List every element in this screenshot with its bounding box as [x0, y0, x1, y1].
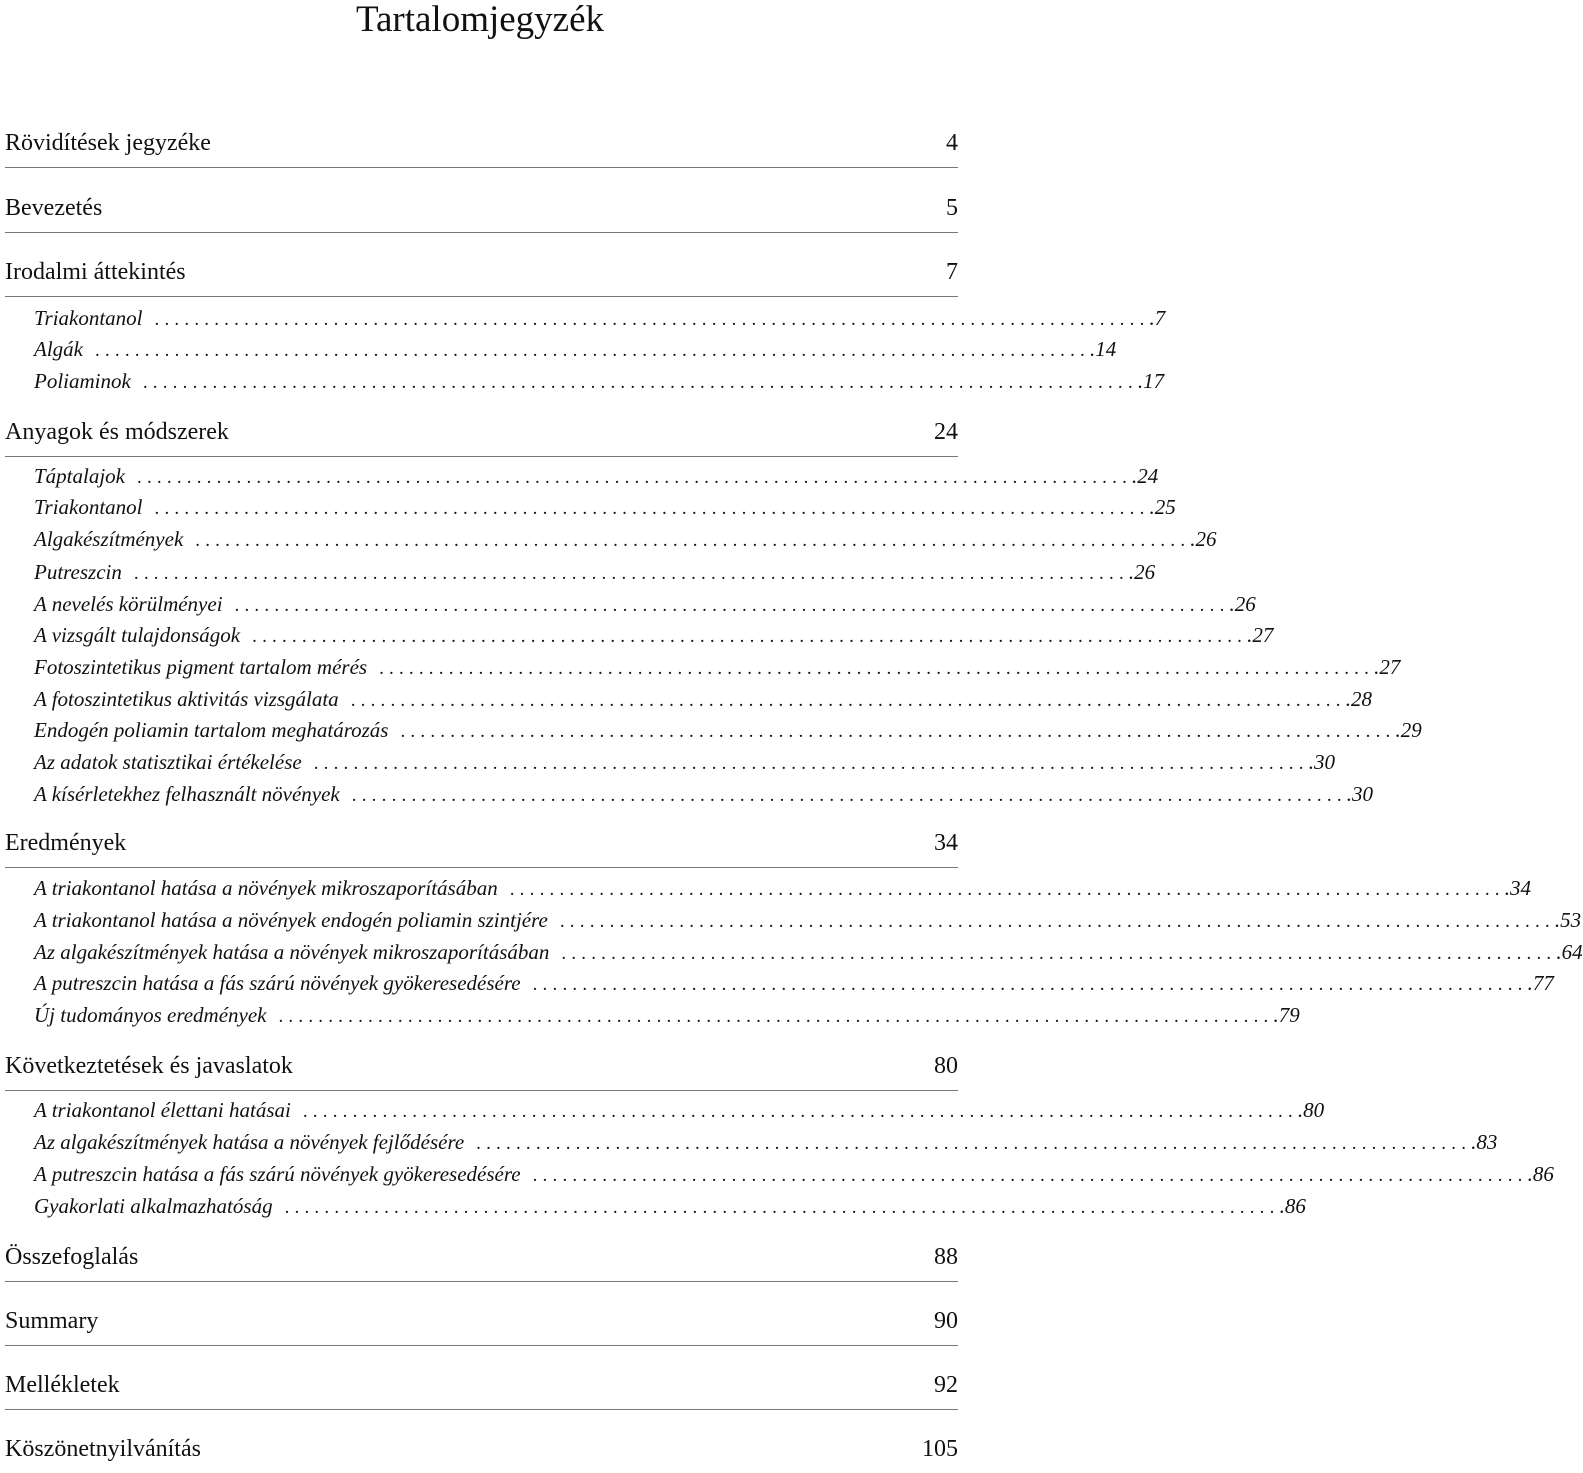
- toc-entry-koszonetnyilvanitas[interactable]: [5, 1436, 958, 1462]
- toc-entry-summary[interactable]: [5, 1308, 958, 1334]
- toc-subentry-title: Algák: [34, 337, 83, 361]
- toc-divider: [5, 167, 958, 168]
- toc-divider: [5, 296, 958, 297]
- toc-subentry-page: .27: [1247, 623, 1274, 647]
- toc-entry-page: 4: [946, 130, 958, 156]
- toc-subentry-title: A nevelés körülményei: [34, 592, 223, 616]
- toc-subentry-title: A vizsgált tulajdonságok: [34, 623, 241, 647]
- toc-entry-eredmenyek[interactable]: [5, 830, 958, 856]
- toc-entry-title: Rövidítések jegyzéke: [5, 130, 211, 156]
- toc-entry-title: Következtetések és javaslatok: [5, 1053, 293, 1079]
- toc-entry-page: 7: [946, 259, 958, 285]
- toc-subentry-page: .77: [1527, 971, 1554, 995]
- toc-subentry-page: .83: [1471, 1130, 1498, 1154]
- toc-entry-page: 5: [946, 195, 958, 221]
- toc-subentry-page: .17: [1137, 369, 1165, 393]
- page-title: Tartalomjegyzék: [355, 0, 605, 40]
- toc-divider: [5, 1281, 958, 1282]
- toc-subentry-title: A kísérletekhez felhasznált növények: [34, 782, 340, 806]
- toc-subentry[interactable]: [34, 337, 1117, 361]
- toc-subentry[interactable]: [34, 527, 1217, 551]
- toc-dot-leader: ....................................................................................................: [379, 658, 1375, 679]
- toc-subentry-title: Fotoszintetikus pigment tartalom mérés: [34, 655, 368, 679]
- toc-subentry-title: Poliaminok: [34, 369, 131, 393]
- toc-entry-page: 105: [922, 1436, 958, 1462]
- toc-subentry-page: .30: [1346, 782, 1374, 806]
- toc-dot-leader: ....................................................................................................: [195, 530, 1191, 551]
- toc-dot-leader: ....................................................................................................: [142, 372, 1138, 393]
- toc-dot-leader: ....................................................................................................: [154, 498, 1150, 519]
- toc-divider: [5, 1409, 958, 1410]
- toc-entry-mellekletek[interactable]: [5, 1372, 958, 1398]
- toc-subentry-page: .53: [1554, 908, 1582, 932]
- toc-subentry[interactable]: [34, 1098, 1325, 1122]
- toc-subentry-title: A triakontanol élettani hatásai: [34, 1098, 291, 1122]
- toc-subentry-page: .28: [1345, 687, 1372, 711]
- toc-subentry[interactable]: [34, 750, 1335, 774]
- toc-entry-title: Anyagok és módszerek: [5, 419, 229, 445]
- toc-dot-leader: ....................................................................................................: [350, 690, 1346, 711]
- toc-entry-title: Irodalmi áttekintés: [5, 259, 186, 285]
- toc-entry-page: 92: [934, 1372, 958, 1398]
- toc-divider: [5, 456, 958, 457]
- toc-subentry-title: Endogén poliamin tartalom meghatározás: [34, 718, 389, 742]
- toc-entry-bevezetes[interactable]: [5, 195, 958, 221]
- toc-subentry[interactable]: [34, 655, 1401, 679]
- toc-subentry-page: .29: [1395, 718, 1422, 742]
- toc-subentry[interactable]: [34, 1003, 1300, 1027]
- toc-subentry-page: .24: [1132, 464, 1159, 488]
- toc-divider: [5, 1090, 958, 1091]
- toc-subentry-title: Az algakészítmények hatása a növények mikroszaporításában: [34, 940, 550, 964]
- toc-subentry-page: .27: [1374, 655, 1401, 679]
- toc-dot-leader: ....................................................................................................: [302, 1101, 1298, 1122]
- toc-dot-leader: ....................................................................................................: [234, 595, 1230, 616]
- toc-dot-leader: ....................................................................................................: [278, 1006, 1274, 1027]
- toc-subentry[interactable]: [34, 592, 1256, 616]
- toc-subentry-page: .30: [1308, 750, 1335, 774]
- toc-dot-leader: ....................................................................................................: [559, 911, 1555, 932]
- toc-dot-leader: ....................................................................................................: [561, 943, 1557, 964]
- toc-subentry[interactable]: [34, 495, 1176, 519]
- toc-subentry[interactable]: [34, 687, 1372, 711]
- toc-entry-title: Köszönetnyilvánítás: [5, 1436, 201, 1462]
- toc-subentry-title: A putreszcin hatása a fás szárú növények gyökeresedésére: [34, 971, 521, 995]
- toc-dot-leader: ....................................................................................................: [476, 1133, 1472, 1154]
- toc-dot-leader: ....................................................................................................: [137, 467, 1133, 488]
- toc-entry-page: 80: [934, 1053, 958, 1079]
- toc-entry-title: Összefoglalás: [5, 1244, 139, 1270]
- toc-dot-leader: ....................................................................................................: [284, 1197, 1280, 1218]
- toc-divider: [5, 232, 958, 233]
- toc-divider: [5, 867, 958, 868]
- toc-subentry-page: .14: [1089, 337, 1117, 361]
- toc-dot-leader: ....................................................................................................: [252, 626, 1248, 647]
- toc-subentry-title: Táptalajok: [34, 464, 126, 488]
- toc-subentry-page: .26: [1128, 560, 1156, 584]
- toc-entry-rovidites[interactable]: [5, 130, 958, 156]
- toc-subentry[interactable]: [34, 1162, 1554, 1186]
- toc-divider: [5, 1345, 958, 1346]
- toc-dot-leader: ....................................................................................................: [532, 974, 1528, 995]
- toc-entry-anyagok[interactable]: [5, 419, 958, 445]
- toc-subentry-title: Triakontanol: [34, 306, 143, 330]
- toc-entry-kovetkeztetesek[interactable]: [5, 1053, 958, 1079]
- toc-subentry[interactable]: [34, 971, 1554, 995]
- toc-subentry[interactable]: [34, 464, 1159, 488]
- toc-subentry-title: Az adatok statisztikai értékelése: [34, 750, 302, 774]
- toc-subentry-page: .26: [1229, 592, 1256, 616]
- toc-subentry-page: .7: [1149, 306, 1166, 330]
- toc-subentry-title: Gyakorlati alkalmazhatóság: [34, 1194, 273, 1218]
- toc-dot-leader: ....................................................................................................: [94, 340, 1090, 361]
- toc-entry-page: 90: [934, 1308, 958, 1334]
- toc-subentry-page: .86: [1279, 1194, 1306, 1218]
- toc-entry-page: 88: [934, 1244, 958, 1270]
- toc-dot-leader: ....................................................................................................: [313, 753, 1309, 774]
- toc-subentry[interactable]: [34, 1130, 1498, 1154]
- toc-subentry[interactable]: [34, 1194, 1306, 1218]
- toc-subentry[interactable]: [34, 876, 1531, 900]
- toc-dot-leader: ....................................................................................................: [133, 563, 1129, 584]
- toc-subentry-title: A triakontanol hatása a növények endogén poliamin szintjére: [34, 908, 548, 932]
- toc-subentry-title: A putreszcin hatása a fás szárú növények gyökeresedésére: [34, 1162, 521, 1186]
- toc-entry-title: Mellékletek: [5, 1372, 120, 1398]
- toc-subentry-title: Triakontanol: [34, 495, 143, 519]
- toc-subentry-page: .25: [1149, 495, 1176, 519]
- toc-dot-leader: ....................................................................................................: [154, 309, 1150, 330]
- toc-entry-osszefoglalas[interactable]: [5, 1244, 958, 1270]
- toc-entry-title: Eredmények: [5, 830, 127, 856]
- toc-subentry[interactable]: [34, 306, 1166, 330]
- toc-subentry[interactable]: [34, 782, 1374, 806]
- toc-entry-irodalmi[interactable]: [5, 259, 958, 285]
- toc-dot-leader: ....................................................................................................: [400, 721, 1396, 742]
- toc-subentry[interactable]: [34, 908, 1582, 932]
- toc-subentry-page: .64: [1556, 940, 1583, 964]
- toc-subentry[interactable]: [34, 560, 1156, 584]
- toc-subentry-page: .79: [1273, 1003, 1300, 1027]
- toc-subentry-title: Az algakészítmények hatása a növények fejlődésére: [34, 1130, 465, 1154]
- toc-dot-leader: ....................................................................................................: [532, 1165, 1528, 1186]
- toc-subentry-title: Putreszcin: [34, 560, 122, 584]
- toc-dot-leader: ....................................................................................................: [351, 785, 1347, 806]
- toc-entry-page: 24: [934, 419, 958, 445]
- toc-subentry[interactable]: [34, 940, 1583, 964]
- toc-subentry[interactable]: [34, 369, 1165, 393]
- toc-entry-title: Summary: [5, 1308, 99, 1334]
- toc-subentry-page: .80: [1297, 1098, 1325, 1122]
- toc-subentry-page: .34: [1504, 876, 1531, 900]
- toc-entry-title: Bevezetés: [5, 195, 103, 221]
- toc-entry-page: 34: [934, 830, 958, 856]
- toc-subentry-title: A triakontanol hatása a növények mikroszaporításában: [34, 876, 498, 900]
- toc-subentry[interactable]: [34, 623, 1274, 647]
- toc-subentry-title: Új tudományos eredmények: [34, 1003, 267, 1027]
- toc-subentry-title: Algakészítmények: [34, 527, 184, 551]
- toc-subentry[interactable]: [34, 718, 1422, 742]
- toc-subentry-title: A fotoszintetikus aktivitás vizsgálata: [34, 687, 339, 711]
- toc-subentry-page: .86: [1527, 1162, 1554, 1186]
- toc-subentry-page: .26: [1190, 527, 1217, 551]
- toc-dot-leader: ....................................................................................................: [509, 879, 1505, 900]
